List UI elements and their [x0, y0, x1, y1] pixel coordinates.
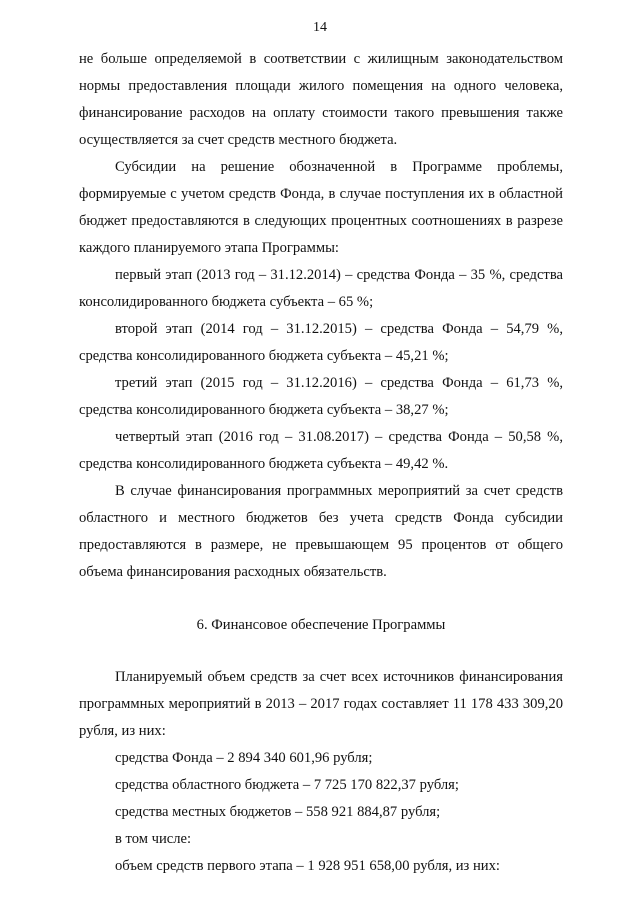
- paragraph-financing-limit: В случае финансирования программных мероприятий за счет средств областного и местного бюджетов без учета средств Фонда субсидии предоставляются в размере, не превышающем 95 процентов от общего объема финансирования расходных обязательств.: [79, 483, 563, 580]
- stage-2-item: второй этап (2014 год – 31.12.2015) – средства Фонда – 54,79 %, средства консолидированного бюджета субъекта – 45,21 %;: [79, 321, 563, 364]
- first-stage-amount: объем средств первого этапа – 1 928 951 658,00 рубля, из них:: [115, 858, 500, 874]
- page-number: 14: [313, 20, 327, 35]
- document-body: [79, 46, 563, 880]
- paragraph-housing-norm: не больше определяемой в соответствии с жилищным законодательством нормы предоставления площади жилого помещения на одного человека, финансирование расходов на оплату стоимости такого превышения также осуществляется за счет средств местного бюджета.: [79, 51, 563, 148]
- stage-3-item: третий этап (2015 год – 31.12.2016) – средства Фонда – 61,73 %, средства консолидированного бюджета субъекта – 38,27 %;: [79, 375, 563, 418]
- including-label: в том числе:: [115, 831, 192, 847]
- paragraph-planned-volume: Планируемый объем средств за счет всех источников финансирования программных мероприятий в 2013 – 2017 годах составляет 11 178 433 309,20 рубля, из них:: [79, 669, 563, 739]
- stage-4-item: четвертый этап (2016 год – 31.08.2017) – средства Фонда – 50,58 %, средства консолидированного бюджета субъекта – 49,42 %.: [79, 429, 563, 472]
- section-heading: 6. Финансовое обеспечение Программы: [196, 617, 446, 633]
- stage-1-item: первый этап (2013 год – 31.12.2014) – средства Фонда – 35 %, средства консолидированного бюджета субъекта – 65 %;: [79, 267, 563, 310]
- fund-amount: средства Фонда – 2 894 340 601,96 рубля;: [115, 750, 373, 766]
- regional-budget-amount: средства областного бюджета – 7 725 170 822,37 рубля;: [115, 777, 459, 793]
- local-budget-amount: средства местных бюджетов – 558 921 884,87 рубля;: [115, 804, 441, 820]
- paragraph-subsidies: Субсидии на решение обозначенной в Программе проблемы, формируемые с учетом средств Фонда, в случае поступления их в областной бюджет предоставляются в следующих процентных соотношениях в разрезе каждого планируемого этапа Программы:: [79, 159, 563, 256]
